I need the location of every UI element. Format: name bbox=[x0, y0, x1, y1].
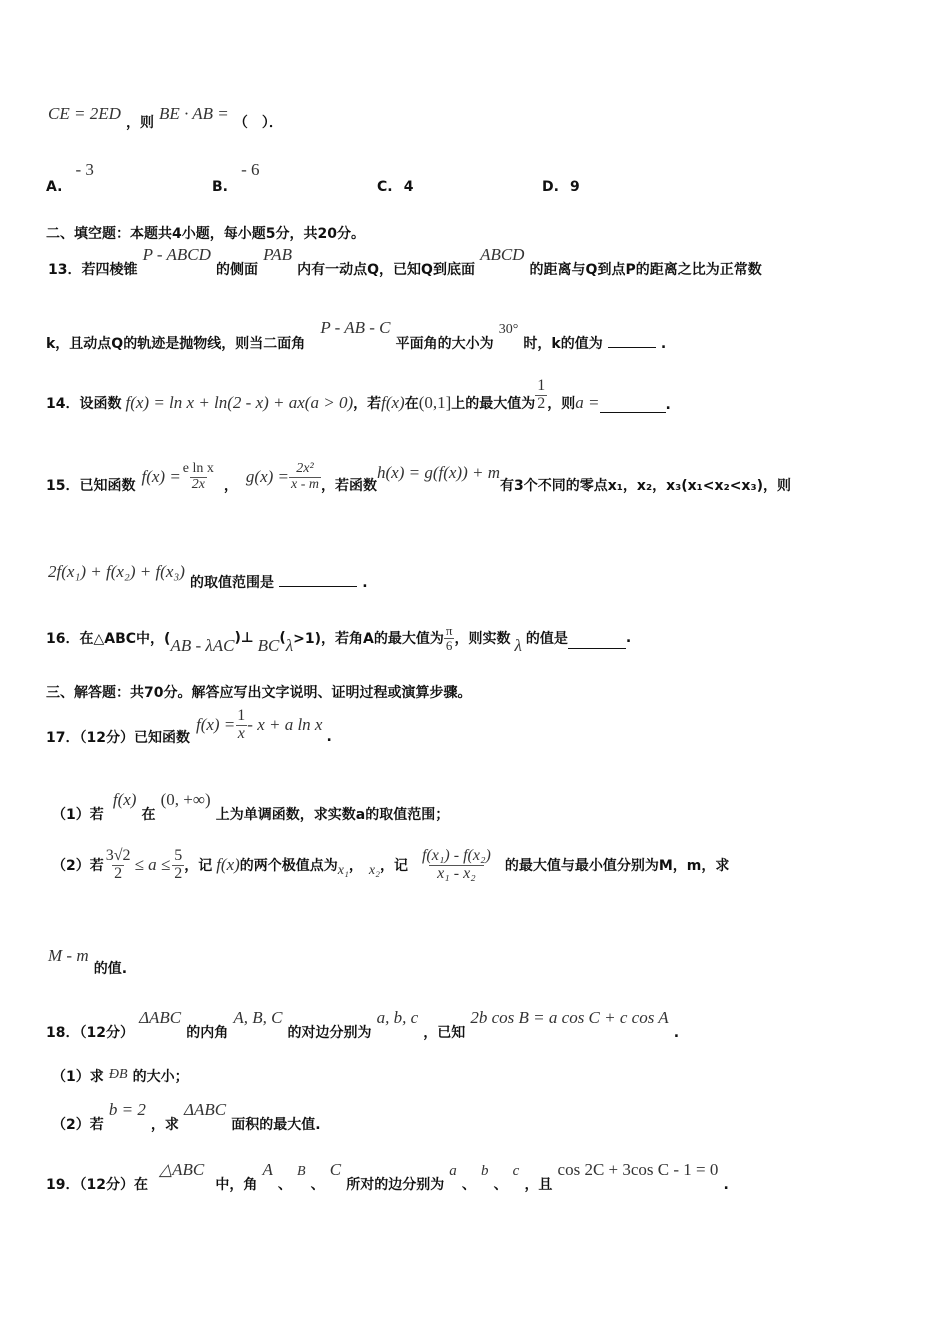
math-x2: x₂ bbox=[368, 863, 380, 879]
fraction-3root2-over-2 bbox=[104, 848, 133, 883]
q12-option-a bbox=[46, 160, 94, 195]
q12-expression: BE · AB = bbox=[159, 104, 229, 123]
numerator: π bbox=[445, 623, 453, 638]
denominator: 2 bbox=[174, 864, 183, 882]
math-triangle: ΔABC bbox=[139, 1008, 182, 1027]
text: 内有一动点Q，已知Q到底面 bbox=[297, 262, 475, 278]
q17-part-2 bbox=[52, 848, 729, 883]
q15-line-1 bbox=[46, 461, 791, 495]
text: 的距离与Q到点P的距离之比为正常数 bbox=[529, 262, 762, 278]
text: 在 bbox=[404, 395, 419, 412]
text: . bbox=[326, 729, 332, 746]
math-face: PAB bbox=[263, 245, 293, 264]
text: 、 bbox=[277, 1177, 292, 1193]
text: . bbox=[625, 630, 632, 647]
part-label: （1）若 bbox=[52, 807, 104, 823]
numerator: 2x² bbox=[296, 461, 314, 476]
math-m-diff: M - m bbox=[48, 946, 89, 965]
denominator: 6 bbox=[445, 637, 453, 653]
numerator: 5 bbox=[174, 847, 183, 864]
text: 有3个不同的零点x₁，x₂，x₃(x₁<x₂<x₃)，则 bbox=[500, 478, 791, 495]
text: 、 bbox=[310, 1177, 325, 1193]
text: )⊥ bbox=[234, 630, 254, 647]
text: . bbox=[723, 1177, 729, 1193]
math-equation: 2b cos B = a cos C + c cos A bbox=[470, 1008, 669, 1027]
text: 的对边分别为 bbox=[287, 1025, 372, 1041]
q12-paren: （ ）． bbox=[233, 115, 283, 131]
text: ， bbox=[348, 858, 363, 875]
math-f-lhs: f(x) = bbox=[141, 467, 181, 487]
option-letter: D. bbox=[542, 179, 559, 195]
math-sides: a, b, c bbox=[376, 1008, 419, 1027]
option-letter: C. bbox=[377, 179, 393, 195]
text: . bbox=[665, 396, 671, 413]
option-value: - 6 bbox=[241, 160, 260, 179]
math-triangle: ΔABC bbox=[184, 1100, 227, 1119]
section-2-heading: 二、填空题：本题共4小题，每小题5分，共20分。 bbox=[46, 226, 365, 242]
text: 、 bbox=[493, 1177, 508, 1193]
text: ， bbox=[223, 478, 238, 495]
math-interval: (0, +∞) bbox=[160, 790, 211, 809]
answer-blank[interactable] bbox=[600, 400, 666, 413]
q17-number: 17．（12分）已知函数 bbox=[46, 730, 190, 747]
math-fx: f(x) bbox=[112, 790, 137, 809]
text: >1)，若角A的最大值为 bbox=[293, 631, 444, 648]
text: 所对的边分别为 bbox=[346, 1177, 445, 1193]
math-angle-b: ÐB bbox=[108, 1067, 128, 1082]
math-function: f(x) = ln x + ln(2 - x) + ax(a > 0) bbox=[125, 392, 354, 412]
text: . bbox=[673, 1025, 680, 1041]
fraction-difference-quotient bbox=[414, 848, 499, 883]
numerator: f(x₁) - f(x₂) bbox=[421, 847, 491, 864]
section-3-heading: 三、解答题：共70分。解答应写出文字说明、证明过程或演算步骤。 bbox=[46, 685, 472, 701]
fraction-f bbox=[181, 462, 216, 492]
text: 面积的最大值. bbox=[231, 1117, 321, 1133]
math-h: h(x) = g(f(x)) + m bbox=[377, 463, 501, 483]
numerator: 1 bbox=[537, 377, 546, 394]
math-side-b: b bbox=[480, 1163, 489, 1179]
q19-number: 19．（12分）在 bbox=[46, 1177, 148, 1193]
text: 平面角的大小为 bbox=[395, 336, 494, 352]
math-fx: f(x) bbox=[381, 392, 405, 412]
text: ，已知 bbox=[423, 1025, 466, 1041]
text: ，记 bbox=[184, 858, 213, 875]
q12-option-b bbox=[212, 160, 260, 195]
q12-option-c bbox=[377, 176, 413, 195]
q16-line bbox=[46, 623, 632, 656]
q12-option-d bbox=[542, 176, 580, 195]
math-interval: (0,1] bbox=[418, 392, 452, 412]
math-expression: 2f(x₁) + f(x₂) + f(x₃) bbox=[48, 562, 185, 581]
text: 的值是 bbox=[525, 631, 568, 648]
q19-line bbox=[46, 1160, 729, 1193]
fraction-1-over-x bbox=[235, 708, 247, 743]
denominator: x - m bbox=[291, 476, 319, 492]
text: ，则实数 bbox=[454, 631, 511, 648]
math-base: ABCD bbox=[480, 245, 525, 264]
math-angle-a: A bbox=[262, 1160, 273, 1179]
denominator: x bbox=[237, 724, 245, 742]
text: ，且 bbox=[524, 1177, 553, 1193]
text: 时，k的值为 bbox=[523, 336, 603, 352]
math-side-c: c bbox=[512, 1163, 520, 1179]
text: ，记 bbox=[379, 858, 408, 875]
text: 的侧面 bbox=[216, 262, 258, 278]
math-angle: 30° bbox=[498, 322, 519, 337]
text: 上的最大值为 bbox=[451, 395, 536, 412]
part-label: （2）若 bbox=[52, 858, 104, 875]
denominator: 2 bbox=[537, 394, 546, 412]
option-letter: A. bbox=[46, 179, 63, 195]
option-value: - 3 bbox=[75, 160, 94, 179]
text: 的取值范围是 bbox=[190, 575, 275, 591]
math-vector-bc: BC bbox=[257, 636, 280, 656]
q18-part-2 bbox=[52, 1100, 321, 1133]
q13-line-1 bbox=[48, 245, 762, 278]
numerator: 3√2 bbox=[105, 847, 131, 864]
text: ，若 bbox=[353, 395, 382, 412]
text: 的两个极值点为 bbox=[239, 858, 338, 875]
q17-line bbox=[46, 707, 332, 747]
numerator: e ln x bbox=[182, 461, 214, 476]
math-equation: cos 2C + 3cos C - 1 = 0 bbox=[557, 1160, 719, 1179]
math-angles: A, B, C bbox=[233, 1008, 283, 1027]
denominator: x₁ - x₂ bbox=[429, 865, 484, 883]
math-dihedral: P - AB - C bbox=[320, 318, 391, 337]
fraction-g bbox=[289, 462, 321, 492]
math-angle-b: B bbox=[297, 1164, 306, 1179]
q15-line-2 bbox=[48, 562, 368, 591]
part-label: （1）求 bbox=[52, 1069, 104, 1085]
math-lambda: λ bbox=[514, 636, 522, 656]
q12-tail-line bbox=[48, 104, 283, 131]
text: ，若函数 bbox=[321, 478, 377, 495]
math-f-rhs: - x + a ln x bbox=[247, 715, 323, 735]
q16-number: 16．在△ABC中，( bbox=[46, 631, 171, 648]
denominator: 2 bbox=[114, 864, 123, 882]
text: 的大小； bbox=[132, 1069, 189, 1085]
math-fx: f(x) bbox=[216, 855, 240, 875]
text: . bbox=[660, 336, 667, 352]
q13-number: 13．若四棱锥 bbox=[48, 262, 138, 278]
math-f-lhs: f(x) = bbox=[195, 715, 236, 735]
math-angle-c: C bbox=[329, 1160, 342, 1179]
text: 的最大值与最小值分别为M，m，求 bbox=[504, 858, 730, 875]
denominator: 2x bbox=[191, 476, 205, 492]
answer-blank[interactable] bbox=[608, 335, 656, 348]
math-inequality: ≤ a ≤ bbox=[134, 855, 171, 875]
q12-then: ，则 bbox=[125, 115, 154, 131]
q13-line-2 bbox=[46, 318, 667, 352]
answer-blank[interactable] bbox=[279, 574, 357, 587]
text: 上为单调函数，求实数a的取值范围； bbox=[215, 807, 450, 823]
fraction-pi-6 bbox=[444, 624, 455, 652]
math-g-lhs: g(x) = bbox=[245, 467, 289, 487]
math-b-eq-2: b = 2 bbox=[108, 1100, 146, 1119]
math-x1: x₁ bbox=[337, 863, 349, 879]
option-letter: B. bbox=[212, 179, 228, 195]
q14-line bbox=[46, 378, 671, 413]
part-label: （2）若 bbox=[52, 1117, 104, 1133]
text: k，且动点Q的轨迹是抛物线，则当二面角 bbox=[46, 336, 306, 352]
option-value: 4 bbox=[403, 179, 414, 195]
q17-part-1 bbox=[52, 790, 450, 823]
numerator: 1 bbox=[237, 707, 246, 724]
math-pyramid: P - ABCD bbox=[142, 245, 211, 264]
text: ( bbox=[279, 630, 286, 647]
math-a: a = bbox=[575, 392, 600, 412]
q17-part-2-tail bbox=[48, 946, 128, 977]
q18-part-1 bbox=[52, 1066, 189, 1086]
option-value: 9 bbox=[570, 179, 580, 195]
text: 、 bbox=[461, 1177, 476, 1193]
text: ，则 bbox=[547, 395, 576, 412]
answer-blank[interactable] bbox=[568, 636, 626, 649]
text: ，求 bbox=[150, 1117, 179, 1133]
math-triangle: △ABC bbox=[159, 1160, 205, 1179]
text: 的内角 bbox=[186, 1025, 229, 1041]
text: 中，角 bbox=[215, 1177, 258, 1193]
q18-line bbox=[46, 1008, 680, 1041]
q15-number: 15．已知函数 bbox=[46, 478, 136, 495]
math-side-a: a bbox=[449, 1163, 457, 1179]
text: 的值. bbox=[93, 961, 128, 977]
text: 在 bbox=[141, 807, 156, 823]
q14-number: 14．设函数 bbox=[46, 395, 122, 412]
fraction-5-over-2 bbox=[172, 848, 184, 883]
math-vector-diff: AB - λAC bbox=[170, 636, 235, 656]
text: . bbox=[362, 575, 368, 591]
math-lambda: λ bbox=[285, 636, 294, 656]
q18-number: 18．（12分） bbox=[46, 1025, 134, 1041]
fraction-one-half bbox=[535, 378, 547, 413]
q12-condition: CE = 2ED bbox=[48, 104, 121, 123]
